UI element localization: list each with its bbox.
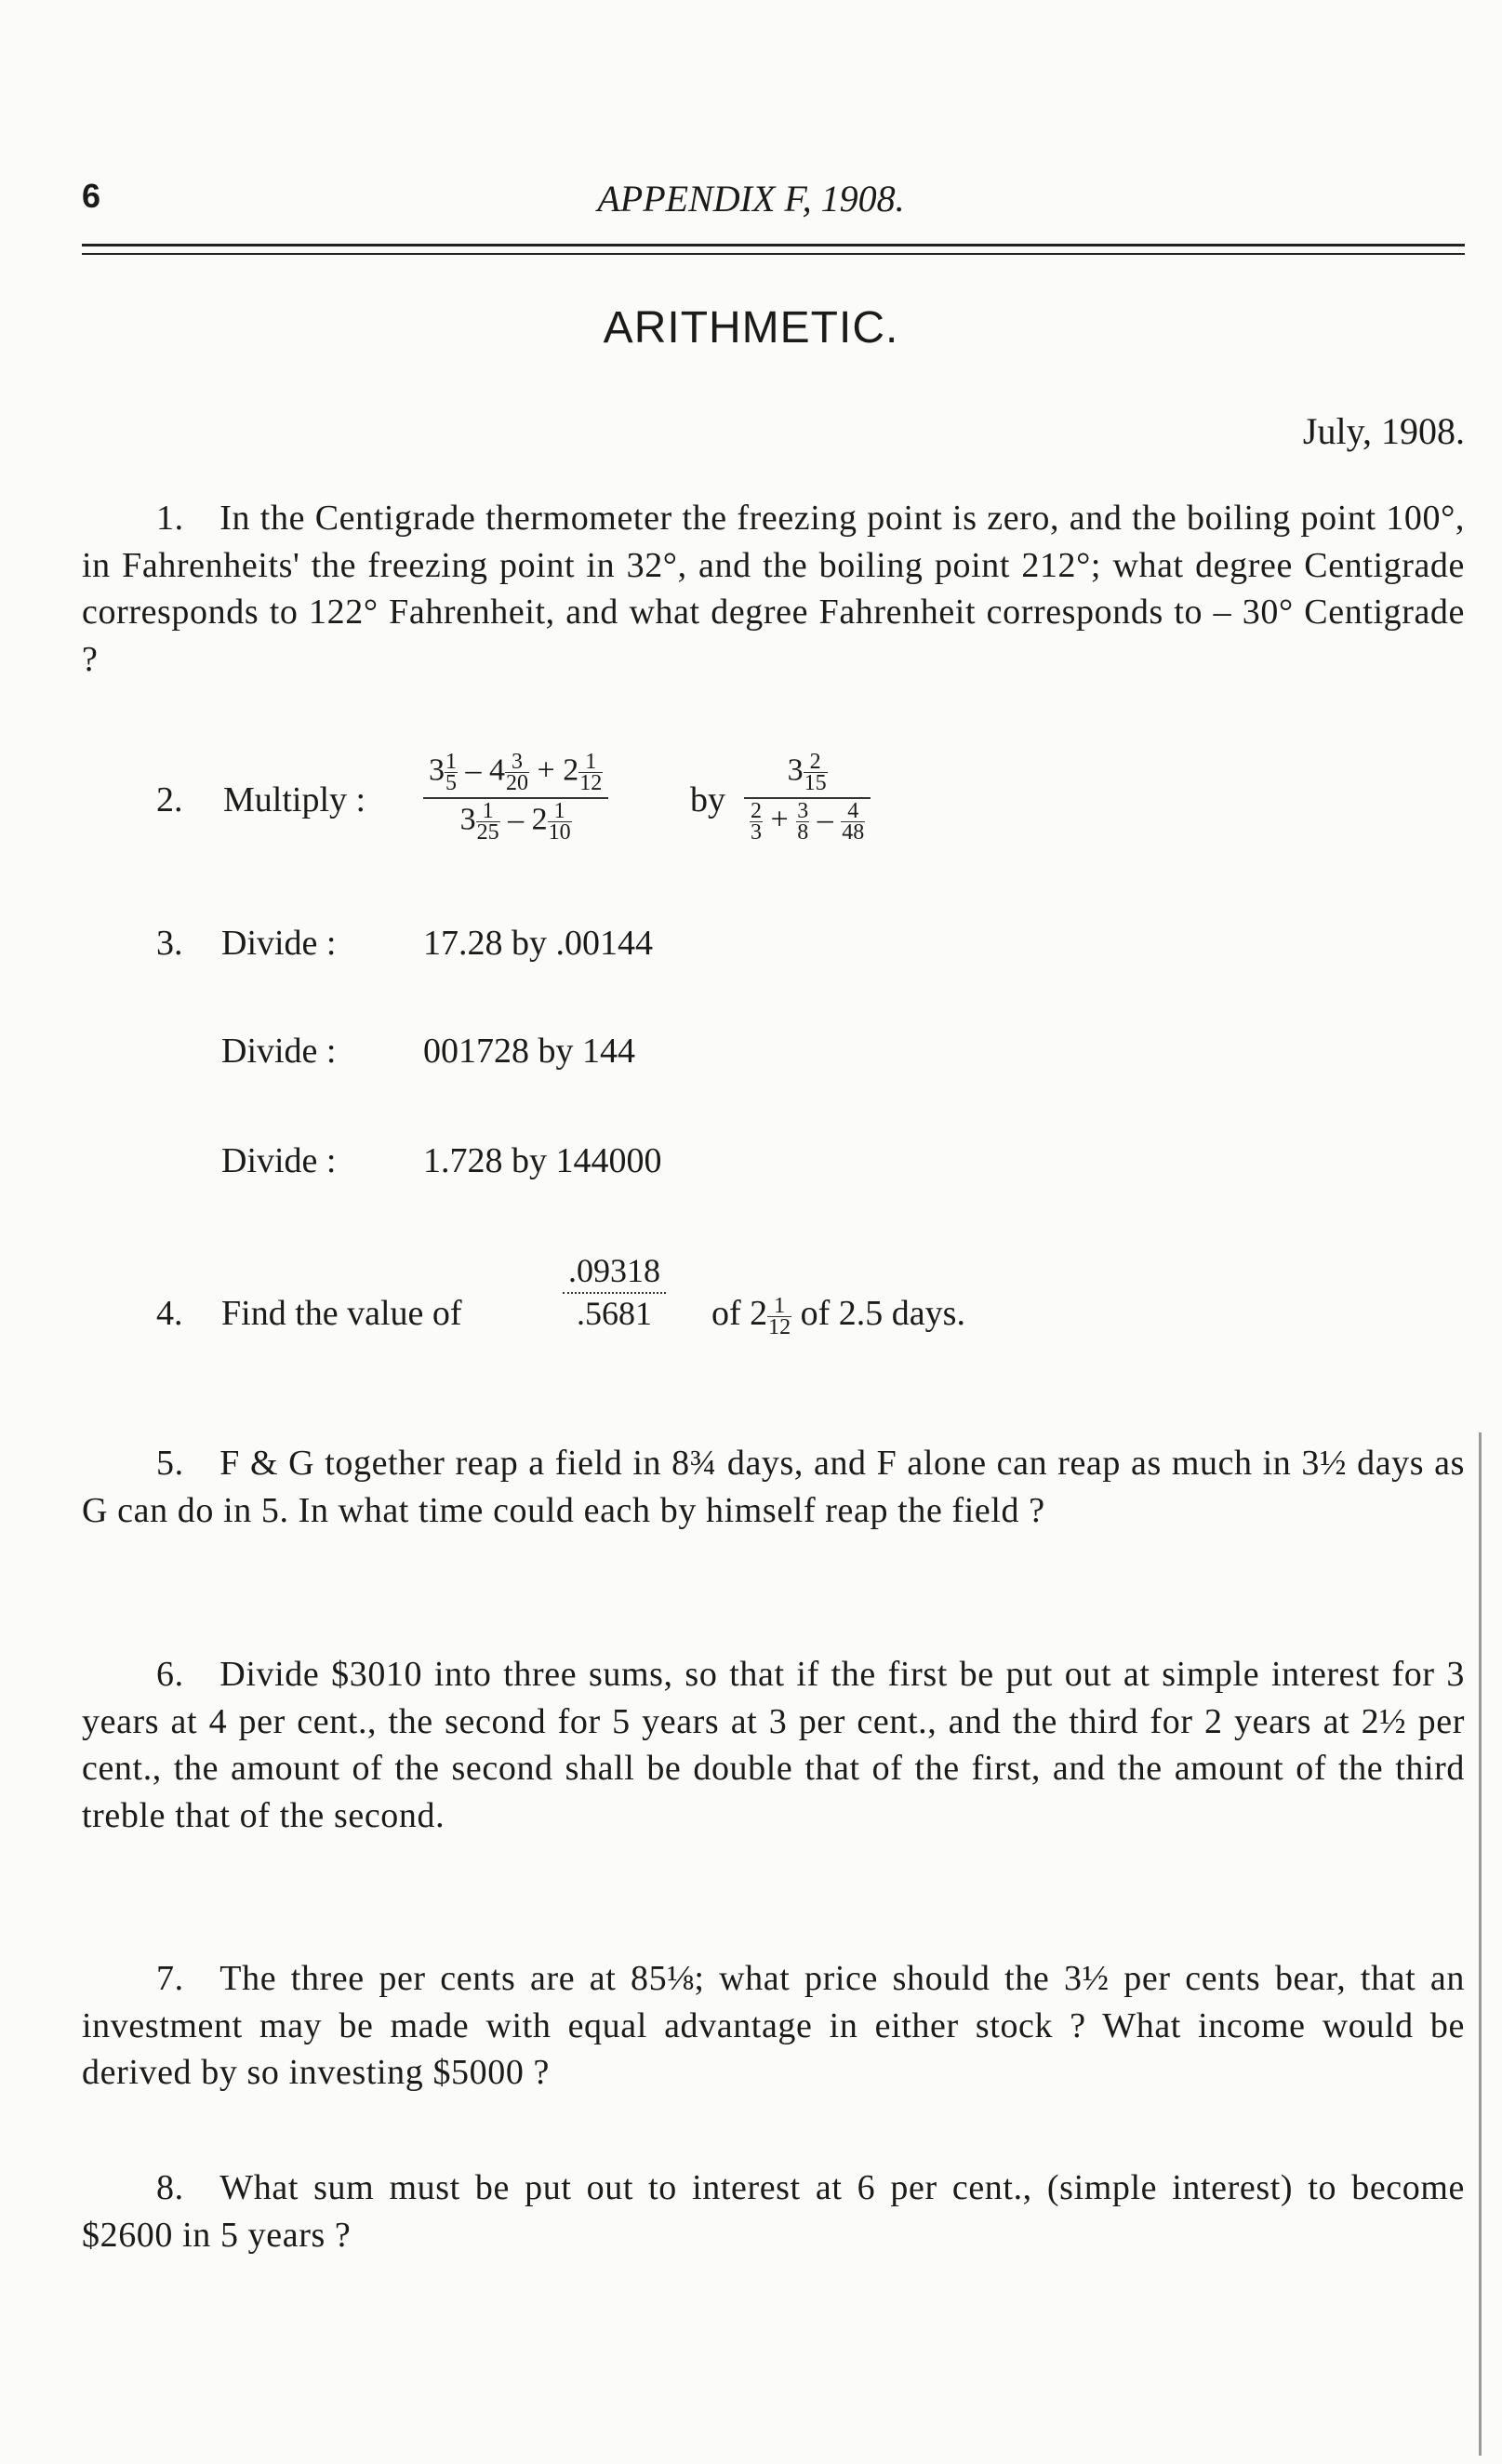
header-rule-top: [82, 244, 1465, 246]
question-4-number: 4.: [156, 1294, 183, 1333]
question-3-expr-1: 17.28 by .00144: [423, 924, 653, 963]
page-number: 6: [82, 177, 101, 215]
question-5: 5. F & G together reap a field in 8¾ days, and F alone can reap as much in 3½ days as G can do in 5. In what time could each by himself reap the field ?: [82, 1444, 1465, 1530]
scan-edge-line: [1479, 1432, 1482, 2456]
question-7: 7. The three per cents are at 85⅛; what price should the 3½ per cents bear, that an investment may be made with equal advantage in either stock ? What income would be derived by so investing $5000 ?: [82, 1959, 1465, 2092]
question-2-verb: Multiply :: [223, 780, 366, 819]
question-2-second-fraction: 3 $\frac{2}{15}$ $\frac{2}{3}$ + $\frac{3}{8}$ – $\frac{4}{48}$: [744, 752, 871, 843]
question-4-numerator: .09318: [563, 1251, 666, 1294]
question-4-tail: of 2 $\frac{1}{12}$ of 2.5 days.: [711, 1293, 965, 1339]
question-3-verb-3: Divide :: [221, 1141, 337, 1180]
question-2-first-fraction: 3 $\frac{1}{5}$ – 4 $\frac{3}{20}$ + 2 $\frac{1}{12}$ 3 $\frac{1}{25}$ – 2 $\frac{1}{10}$: [423, 752, 608, 843]
question-3-verb-2: Divide :: [221, 1032, 337, 1071]
question-3-number: 3.: [156, 924, 183, 963]
question-4-lead: Find the value of: [221, 1294, 462, 1333]
question-8: 8. What sum must be put out to interest at 6 per cent., (simple interest) to become $2600 in 5 years ?: [82, 2168, 1465, 2255]
question-6: 6. Divide $3010 into three sums, so that if the first be put out at simple interest for 3 years at 4 per cent., the second for 5 years at 3 per cent., and the third for 2 years at 2½ per cent., the amount of the second shall be double that of the first, and the amount of the third treble that of the second.: [82, 1655, 1465, 1835]
question-3-expr-3: 1.728 by 144000: [423, 1141, 662, 1180]
question-3-verb-1: Divide :: [221, 924, 337, 963]
question-2-number: 2.: [156, 780, 183, 819]
question-2-by: by: [690, 780, 725, 819]
question-3-expr-2: 001728 by 144: [423, 1032, 635, 1071]
exam-date: July, 1908.: [1302, 410, 1465, 452]
question-4-denominator: .5681: [577, 1295, 652, 1332]
section-title: ARITHMETIC.: [603, 303, 899, 353]
question-4-fraction: [563, 1251, 666, 1333]
running-head: APPENDIX F, 1908.: [597, 178, 905, 220]
question-1: 1. In the Centigrade thermometer the freezing point is zero, and the boiling point 100°, in Fahrenheits' the freezing point in 32°, and the boiling point 212°; what degree Centigrade corresponds to 122° Fahrenheit, and what degree Fahrenheit corresponds to – 30° Centigrade ?: [82, 499, 1465, 679]
header-rule-bottom: [82, 253, 1465, 255]
